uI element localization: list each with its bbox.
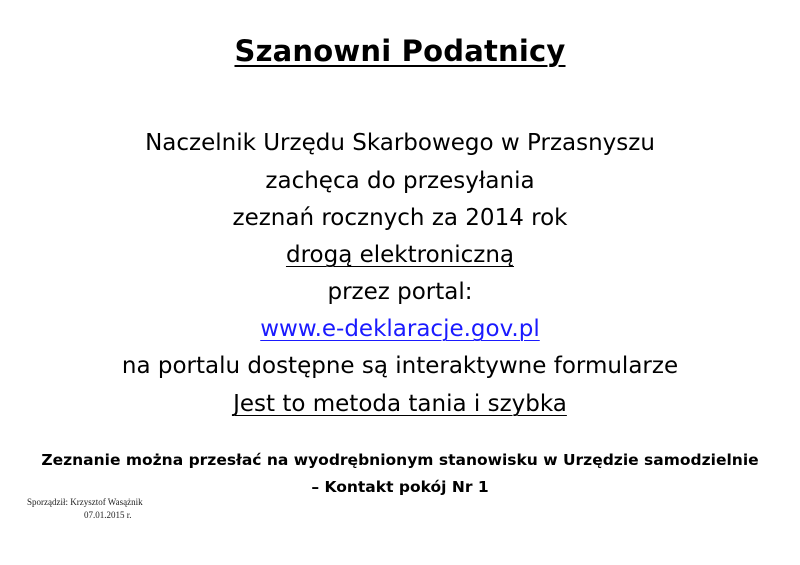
note-line-1: Zeznanie można przesłać na wyodrębnionym stanowisku w Urzędzie samodzielnie xyxy=(41,451,759,469)
prepared-by-name: Sporządził: Krzysztof Wasążnik xyxy=(27,497,143,507)
prepared-by xyxy=(27,496,143,522)
encourage-line: zachęca do przesyłania xyxy=(265,168,535,194)
note-line-2: – Kontakt pokój Nr 1 xyxy=(311,478,489,496)
forms-line: na portalu dostępne są interaktywne formularze xyxy=(121,353,679,379)
via-portal-line: przez portal: xyxy=(327,279,473,305)
electronic-way-text: drogą elektroniczną xyxy=(285,242,515,268)
page-title: Szanowni Podatnicy xyxy=(234,34,566,68)
portal-link[interactable]: www.e-deklaracje.gov.pl xyxy=(260,316,540,342)
office-line: Naczelnik Urzędu Skarbowego w Przasnyszu xyxy=(145,130,655,156)
portal-link-line xyxy=(0,314,800,344)
prepared-date: 07.01.2015 r. xyxy=(84,510,132,520)
electronic-way-line xyxy=(0,240,800,270)
method-line xyxy=(0,389,800,419)
tax-year-line: zeznań rocznych za 2014 rok xyxy=(232,205,568,231)
method-text: Jest to metoda tania i szybka xyxy=(233,391,567,417)
